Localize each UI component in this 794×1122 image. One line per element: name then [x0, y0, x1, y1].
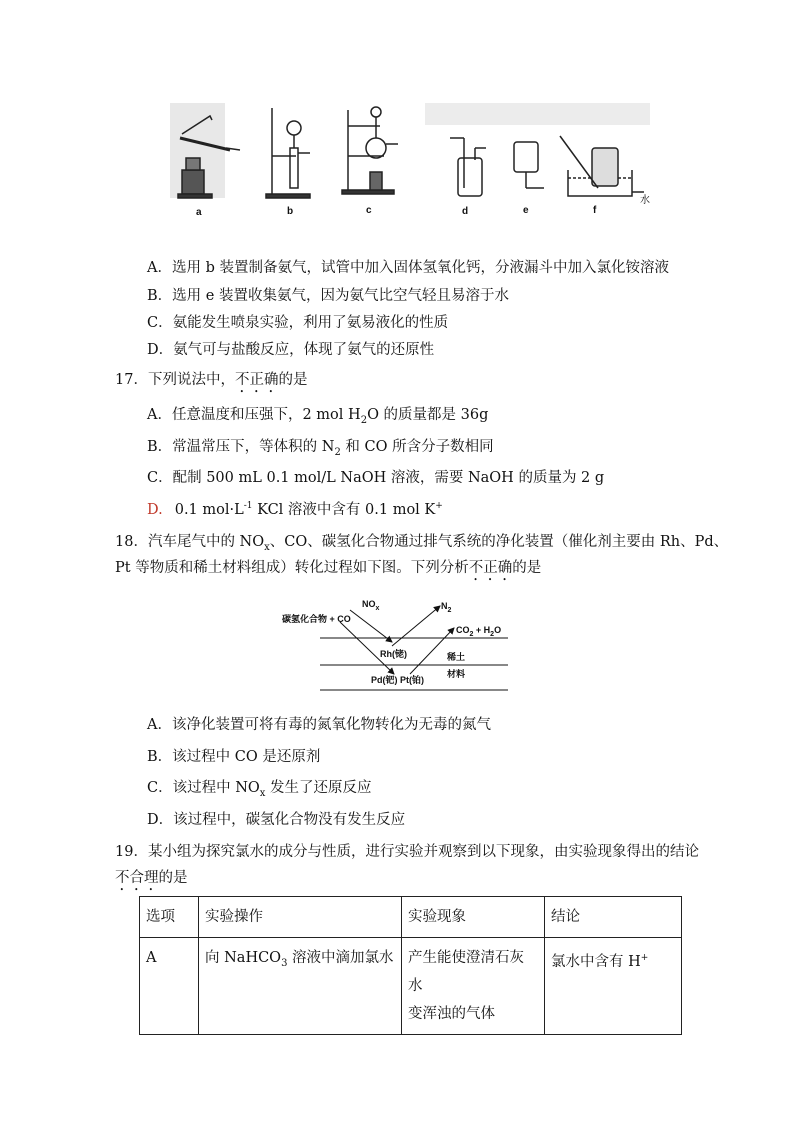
q16-option-b: B．选用 e 装置收集氨气，因为氨气比空气轻且易溶于水	[147, 288, 509, 304]
diagram-n2: $N_2$	[441, 601, 452, 614]
table-header: 选项	[140, 897, 199, 938]
apparatus-d	[450, 138, 486, 196]
table-cell-operation: 向 NaHCO$_3$ 溶液中滴加氯水	[199, 938, 402, 1035]
apparatus-label-e: e	[523, 205, 529, 216]
apparatus-label-c: c	[366, 205, 372, 216]
q17-option-d: D. 0.1 $mol\cdot L^{-1}$ KCl 溶液中含有 0.1 mol K+	[147, 501, 443, 518]
q19-stem-line2: 不合理的是	[115, 870, 188, 886]
q17-option-a: A．任意温度和压强下，2 mol $H_2O$ 的质量都是 36g	[147, 407, 489, 426]
diagram-rare-earth-1: 稀土	[447, 652, 466, 662]
q18-option-b: B．该过程中 CO 是还原剂	[147, 749, 321, 765]
apparatus-figure	[170, 98, 650, 218]
diagram-pd-pt: Pd(钯) Pt(铂)	[371, 675, 424, 685]
q17-emphasis: 不正确	[234, 372, 279, 388]
table-cell-option: A	[140, 938, 199, 1035]
q16-option-d: D．氨气可与盐酸反应，体现了氨气的还原性	[147, 342, 435, 358]
table-header: 实验现象	[402, 897, 545, 938]
diagram-hc-co: 碳氢化合物 + CO	[282, 614, 351, 624]
q17-option-b: B．常温常压下，等体积的 $N_2$ 和 CO 所含分子数相同	[147, 439, 494, 458]
apparatus-label-a: a	[196, 207, 202, 218]
diagram-rare-earth-2: 材料	[447, 669, 466, 679]
apparatus-label-b: b	[287, 206, 294, 217]
apparatus-label-f: f	[593, 205, 597, 216]
q17-option-d-letter: D.	[147, 502, 163, 518]
apparatus-drawing	[170, 98, 650, 218]
q18-option-d: D．该过程中，碳氢化合物没有发生反应	[147, 812, 406, 828]
apparatus-f	[560, 136, 644, 196]
apparatus-e	[514, 142, 544, 188]
apparatus-label-d: d	[462, 206, 469, 217]
q19-table	[139, 896, 682, 1035]
diagram-co2-h2o: $CO_2 + H_2O$	[456, 625, 502, 638]
apparatus-c	[342, 107, 398, 194]
table-header: 结论	[545, 897, 682, 938]
q18-stem-line2: Pt 等物质和稀土材料组成）转化过程如下图。下列分析不正确的是	[115, 560, 542, 576]
q16-option-a: A．选用 b 装置制备氨气，试管中加入固体氢氧化钙，分液漏斗中加入氯化铵溶液	[147, 260, 669, 276]
q19-stem-line1: 19．某小组为探究氯水的成分与性质，进行实验并观察到以下现象，由实验现象得出的结论	[115, 844, 699, 860]
diagram-rh: Rh(铑)	[380, 649, 407, 659]
diagram-nox: $NO_x$	[362, 599, 380, 612]
apparatus-water-label: 水	[640, 195, 650, 206]
q19-emphasis: 不合理	[115, 870, 159, 886]
table-row	[140, 938, 682, 1035]
q17-option-c: C．配制 500 mL 0.1 mol/L NaOH 溶液，需要 NaOH 的质量为 2 g	[147, 470, 605, 486]
q18-stem-line1: 18．汽车尾气中的 $NO_x$、CO、碳氢化合物通过排气系统的净化装置（催化剂主要由 Rh、Pd、	[115, 534, 729, 553]
q18-emphasis: 不正确	[468, 560, 513, 576]
q17-stem: 17．下列说法中，不正确的是	[115, 372, 308, 388]
q18-option-c: C．该过程中 $NO_x$ 发生了还原反应	[147, 780, 372, 799]
q18-option-a: A．该净化装置可将有毒的氮氧化物转化为无毒的氮气	[147, 717, 491, 733]
table-header: 实验操作	[199, 897, 402, 938]
q16-option-c: C．氨能发生喷泉实验，利用了氨易液化的性质	[147, 315, 449, 331]
table-cell-phenomenon: 产生能使澄清石灰水 变浑浊的气体	[402, 938, 545, 1035]
table-cell-conclusion: 氯水中含有 H+	[545, 938, 682, 1035]
apparatus-b	[266, 108, 310, 198]
table-header-row	[140, 897, 682, 938]
